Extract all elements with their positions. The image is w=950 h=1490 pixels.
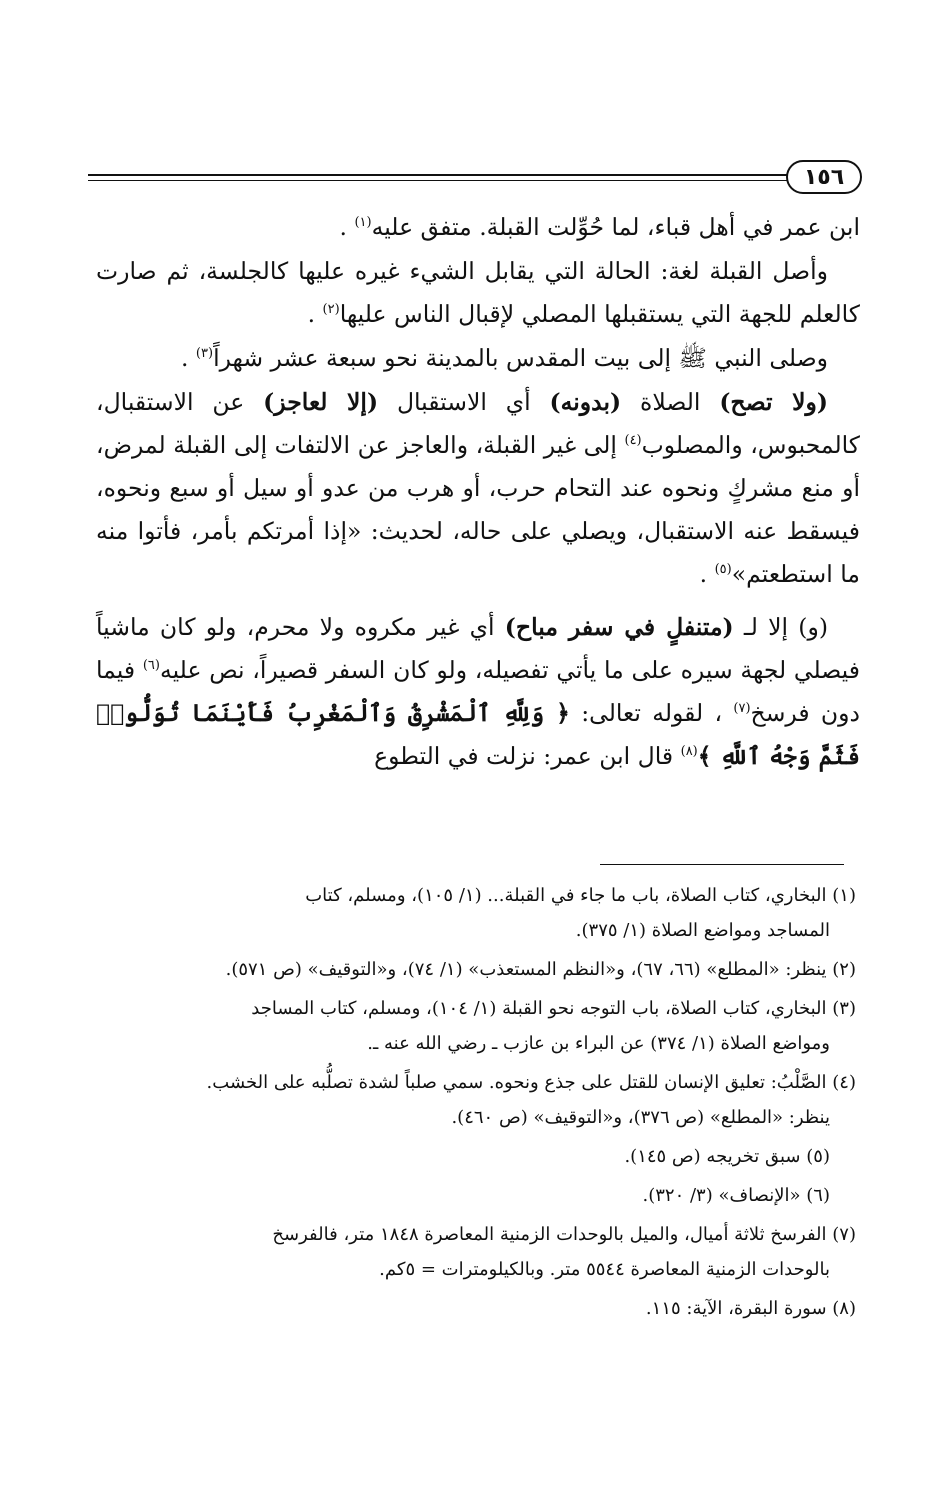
footnotes	[90, 878, 856, 1330]
header-rule	[88, 174, 792, 176]
footnote-ref: (٥)	[714, 562, 732, 578]
text: (و) إلا لـ	[733, 613, 828, 641]
footnote-text-cont: ومواضع الصلاة (١/ ٣٧٤) عن البراء بن عازب ـ رضي الله عنه ـ.	[367, 1033, 830, 1054]
text: عن الاستقبال، كالمحبوس، والمصلوب	[96, 388, 860, 459]
footnote-text: الفرسخ ثلاثة أميال، والميل بالوحدات الزمنية المعاصرة ١٨٤٨ متر، فالفرسخ	[272, 1224, 827, 1245]
text: إلى غير القبلة، والعاجز عن الالتفات إلى القبلة لمرض، أو منع مشركٍ ونحوه عند التحام حرب، أو هرب من عدو أو سيل أو سبع ونحوه، فيسقط عنه الاستقبال، ويصلي على حاله، لحديث: «إذا أمرتكم بأمر، فأتوا منه ما استطعتم»	[96, 431, 860, 588]
text: ابن عمر في أهل قباء، لما حُوِّلت القبلة. متفق عليه	[371, 213, 860, 241]
footnote-ref: (٣)	[195, 346, 214, 362]
footnote-indent	[830, 1146, 856, 1167]
footnote-text: سورة البقرة، الآية: ١١٥.	[645, 1298, 827, 1319]
footnote-text-cont: المساجد ومواضع الصلاة (١/ ٣٧٥).	[575, 920, 830, 941]
footnote-text: ينظر: «المطلع» (٦٦، ٦٧)، و«النظم المستعذب» (١/ ٧٤)، و«التوقيف» (ص ٥٧١).	[225, 959, 827, 980]
paragraph-4	[96, 381, 860, 596]
text: .	[339, 213, 355, 241]
quran-verse: ﴿ وَلِلَّهِ ٱلْمَشْرِقُ وَٱلْمَغْرِبُ فَأَيْنَمَا تُوَلُّوا۟ فَثَمَّ وَجْهُ ٱللَّهِ ﴾	[96, 699, 860, 770]
text: أي غير مكروه ولا محرم، ولو كان ماشياً فيصلي لجهة سيره على ما يأتي تفصيله، ولو كان السفر قصيراً، نص عليه	[96, 613, 860, 684]
footnote-separator	[600, 864, 844, 865]
text: وأصل القبلة لغة: الحالة التي يقابل الشيء غيره عليها كالجلسة، ثم صارت كالعلم للجهة التي يستقبلها المصلي لإقبال الناس عليها	[96, 257, 860, 328]
text: فيما دون فرسخ	[96, 656, 860, 727]
matn-text: (متنفلٍ في سفر مباح)	[504, 613, 734, 641]
footnote-4	[90, 1065, 856, 1135]
footnote-label: (٧)	[832, 1224, 856, 1245]
footnote-ref: (٦)	[142, 658, 160, 674]
paragraph-2	[96, 250, 860, 336]
footnote-ref: (٨)	[680, 744, 698, 760]
footnote-2	[90, 952, 856, 987]
footnote-ref: (٢)	[322, 302, 340, 318]
footnote-text: الصَّلْبُ: تعليق الإنسان للقتل على جذع ونحوه. سمي صلباً لشدة تصلُّبه على الخشب.	[206, 1072, 827, 1093]
footnote-1	[90, 878, 856, 948]
paragraph-5	[96, 606, 860, 778]
footnote-ref: (١)	[354, 215, 372, 231]
footnote-5	[90, 1139, 856, 1174]
matn-text: (إلا لعاجز)	[263, 388, 379, 416]
footnote-3	[90, 991, 856, 1061]
text: .	[180, 344, 196, 372]
footnote-label: (٦)	[806, 1185, 830, 1206]
footnote-ref: (٤)	[624, 433, 642, 449]
text: الصلاة	[621, 388, 720, 416]
footnote-label: (١)	[832, 885, 856, 906]
footnote-8	[90, 1291, 856, 1326]
matn-text: (ولا تصح)	[719, 388, 828, 416]
text: أي الاستقبال	[378, 388, 550, 416]
footnote-label: (٣)	[832, 998, 856, 1019]
text: .	[699, 560, 715, 588]
footnote-label: (٤)	[832, 1072, 856, 1093]
footnote-text: البخاري، كتاب الصلاة، باب التوجه نحو القبلة (١/ ١٠٤)، ومسلم، كتاب المساجد	[251, 998, 827, 1019]
footnote-text-cont: بالوحدات الزمنية المعاصرة ٥٥٤٤ متر. وبالكيلومترات = ٥كم.	[379, 1259, 830, 1280]
page-number: ١٥٦	[786, 160, 862, 194]
header-rule-thin	[88, 180, 792, 181]
footnote-label: (٨)	[832, 1298, 856, 1319]
footnote-text: سبق تخريجه (ص ١٤٥).	[624, 1146, 801, 1167]
footnote-ref: (٧)	[733, 701, 751, 717]
main-text	[96, 206, 860, 778]
text: .	[307, 300, 323, 328]
paragraph-1	[96, 206, 860, 249]
text: ، لقوله تعالى:	[569, 699, 734, 727]
footnote-text-cont: ينظر: «المطلع» (ص ٣٧٦)، و«التوقيف» (ص ٤٦٠).	[451, 1107, 830, 1128]
footnote-label: (٢)	[832, 959, 856, 980]
footnote-7	[90, 1217, 856, 1287]
page-header	[88, 160, 862, 196]
matn-text: (بدونه)	[549, 388, 622, 416]
paragraph-3	[96, 337, 860, 380]
footnote-6	[90, 1178, 856, 1213]
footnote-text: «الإنصاف» (٣/ ٣٢٠).	[642, 1185, 801, 1206]
text: قال ابن عمر: نزلت في التطوع	[374, 742, 681, 770]
footnote-indent	[830, 1185, 856, 1206]
footnote-text: البخاري، كتاب الصلاة، باب ما جاء في القبلة... (١/ ١٠٥)، ومسلم، كتاب	[305, 885, 827, 906]
text: وصلى النبي ﷺ إلى بيت المقدس بالمدينة نحو سبعة عشر شهراً	[213, 344, 828, 372]
footnote-label: (٥)	[806, 1146, 830, 1167]
